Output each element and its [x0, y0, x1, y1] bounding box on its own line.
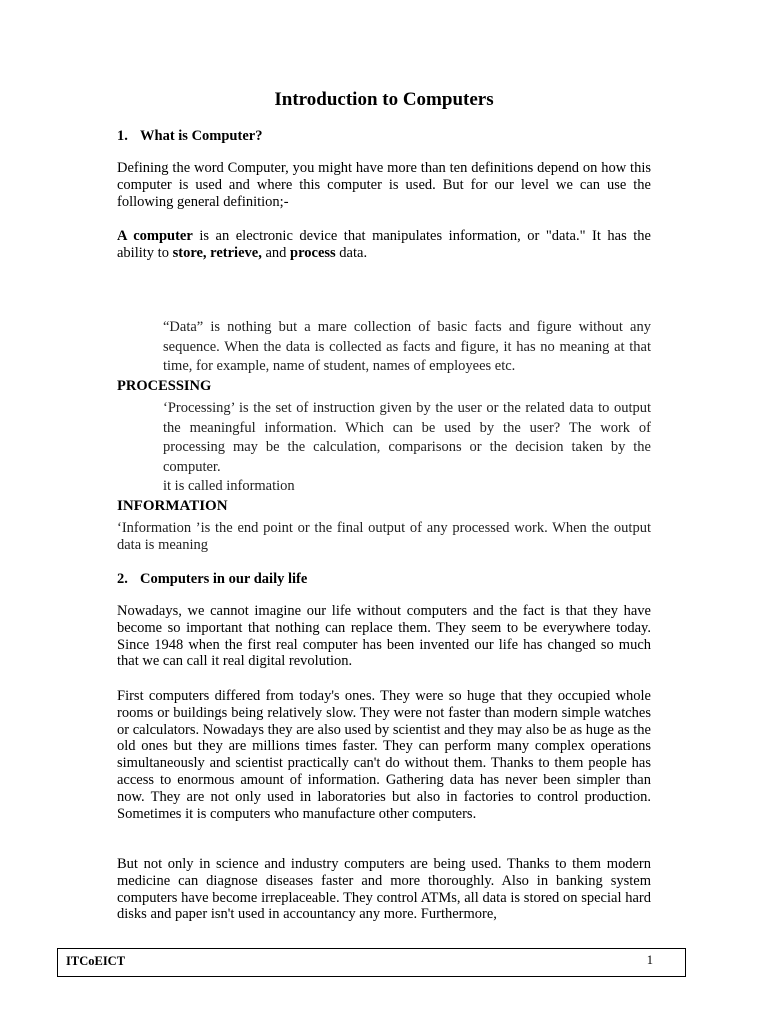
definition-bold-store: store, retrieve, [172, 244, 262, 261]
section1-number: 1. [117, 128, 128, 144]
section2-heading-text: Computers in our daily life [140, 571, 308, 587]
page-footer [57, 948, 686, 977]
section1-heading [117, 128, 262, 145]
footer-label: ITCoEICT [66, 954, 126, 968]
definition-bold-process: process [290, 244, 336, 261]
information-heading: INFORMATION [117, 498, 228, 514]
section2-paragraph-3: But not only in science and industry computers are being used. Thanks to them modern medicine can diagnose diseases faster and more thoroughly. Also in banking system computers have become irreplaceable. They control ATMs, all data is stored on special hard disks and paper isn't used in accountancy any more. Furthermore, [117, 856, 651, 923]
processing-heading: PROCESSING [117, 378, 212, 394]
definition-text-2: and [261, 244, 291, 261]
page-number: 1 [646, 953, 653, 967]
definition-text-3: data. [335, 244, 368, 261]
section2-paragraph-1: Nowadays, we cannot imagine our life without computers and the fact is that they have become so important that nothing can replace them. They seem to be everywhere today. Since 1948 when the first real computer has been invented our life has changed so much that we can call it real digital revolution. [117, 603, 651, 670]
processing-extra-line: it is called information [163, 478, 295, 494]
data-description: “Data” is nothing but a mare collection of basic facts and figure without any sequence. When the data is collected as facts and figure, it has no meaning at that time, for example, name of student, names of employees etc. [163, 319, 651, 374]
section1-heading-text: What is Computer? [140, 128, 263, 144]
computer-definition [117, 228, 651, 262]
definition-term: A computer [117, 228, 193, 244]
section2-heading [117, 571, 307, 588]
section2-paragraph-2: First computers differed from today's ones. They were so huge that they occupied whole rooms or buildings being relatively slow. They were not faster than modern simple watches or calculators. Nowadays they are also used by scientist and they may also be as huge as the old ones but they are millions times faster. They can perform many complex operations simultaneously and scientist practically can't do without them. Thanks to them people has access to enormous amount of information. Gathering data has never been simpler than now. They are not only used in laboratories but also in factories to control production. Sometimes it is computers who manufacture other computers. [117, 688, 651, 822]
section2-number: 2. [117, 571, 128, 587]
definition-text-1: is an electronic device that manipulates information, or "data." It has the ability to [117, 228, 651, 261]
information-description: ‘Information ’is the end point or the final output of any processed work. When the output data is meaning [117, 520, 651, 553]
section1-paragraph: Defining the word Computer, you might have more than ten definitions depend on how this computer is used and where this computer is used. But for our level we can use the following general definition;- [117, 160, 651, 210]
processing-description: ‘Processing’ is the set of instruction given by the user or the related data to output the meaningful information. Which can be used by the user? The work of processing may be the calculation, comparisons or the decision taken by the computer. [163, 400, 651, 475]
page-title: Introduction to Computers [274, 89, 494, 110]
